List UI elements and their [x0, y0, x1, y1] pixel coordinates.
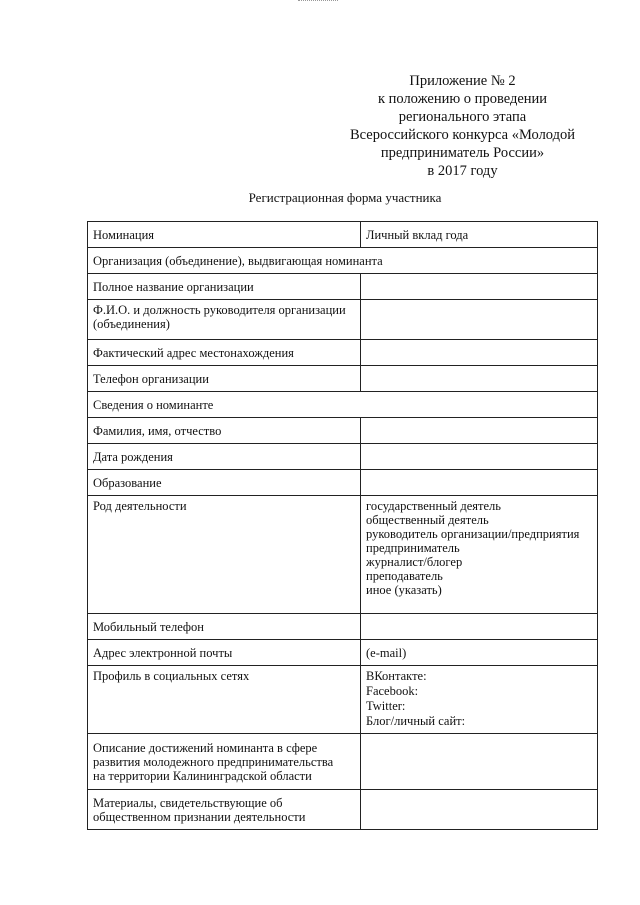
table-row: [88, 614, 598, 640]
nominee-section-heading: Сведения о номинанте: [88, 392, 598, 418]
birth-date-label: Дата рождения: [88, 444, 361, 470]
social-option: ВКонтакте:: [366, 669, 427, 683]
activity-option: государственный деятель: [366, 499, 501, 513]
mobile-label: Мобильный телефон: [88, 614, 361, 640]
table-row: [88, 734, 598, 790]
org-phone-label: Телефон организации: [88, 366, 361, 392]
table-row: [88, 666, 598, 734]
nomination-label: Номинация: [88, 222, 361, 248]
table-row: [88, 300, 598, 340]
table-row: [88, 274, 598, 300]
achievements-label-line: Описание достижений номинанта в сфере: [93, 740, 318, 755]
mobile-field[interactable]: [361, 614, 598, 640]
materials-field[interactable]: [361, 790, 598, 830]
birth-date-field[interactable]: [361, 444, 598, 470]
org-full-name-field[interactable]: [361, 274, 598, 300]
appendix-header: [340, 72, 585, 180]
achievements-label: [88, 734, 361, 790]
social-option: Facebook:: [366, 684, 419, 698]
table-row: [88, 366, 598, 392]
page-top-mark: [298, 0, 338, 5]
org-address-field[interactable]: [361, 340, 598, 366]
table-row: [88, 222, 598, 248]
table-row: [88, 444, 598, 470]
achievements-field[interactable]: [361, 734, 598, 790]
materials-label-line: Материалы, свидетельствующие об: [93, 795, 283, 810]
achievements-label-line: развития молодежного предпринимательства: [93, 754, 334, 769]
social-option: Блог/личный сайт:: [366, 714, 466, 728]
email-field[interactable]: (e-mail): [361, 640, 598, 666]
org-phone-field[interactable]: [361, 366, 598, 392]
appendix-line: Всероссийского конкурса «Молодой: [349, 127, 576, 143]
activity-label: Род деятельности: [88, 496, 361, 614]
table-row: [88, 640, 598, 666]
appendix-line: регионального этапа: [398, 109, 527, 125]
registration-table: [87, 221, 598, 830]
org-section-heading: Организация (объединение), выдвигающая номинанта: [88, 248, 598, 274]
org-head-label: [88, 300, 361, 340]
appendix-line: в 2017 году: [427, 163, 498, 179]
table-row: [88, 392, 598, 418]
table-row: [88, 790, 598, 830]
materials-label-line: общественном признании деятельности: [93, 809, 306, 824]
org-head-label-line: (объединения): [93, 317, 170, 331]
activity-option: журналист/блогер: [366, 555, 463, 569]
education-field[interactable]: [361, 470, 598, 496]
social-option: Twitter:: [366, 699, 406, 713]
education-label: Образование: [88, 470, 361, 496]
org-address-label: Фактический адрес местонахождения: [88, 340, 361, 366]
org-head-field[interactable]: [361, 300, 598, 340]
table-row: [88, 470, 598, 496]
table-row: [88, 248, 598, 274]
social-label: Профиль в социальных сетях: [88, 666, 361, 734]
org-head-label-line: Ф.И.О. и должность руководителя организации: [93, 303, 346, 317]
social-options[interactable]: [361, 666, 598, 734]
nomination-value[interactable]: Личный вклад года: [361, 222, 598, 248]
full-name-label: Фамилия, имя, отчество: [88, 418, 361, 444]
email-label: Адрес электронной почты: [88, 640, 361, 666]
table-row: [88, 418, 598, 444]
activity-option: общественный деятель: [366, 513, 489, 527]
appendix-line: Приложение № 2: [409, 73, 516, 89]
achievements-label-line: на территории Калининградской области: [93, 768, 312, 783]
activity-option: предприниматель: [366, 541, 460, 555]
org-full-name-label: Полное название организации: [88, 274, 361, 300]
activity-options[interactable]: [361, 496, 598, 614]
activity-option: руководитель организации/предприятия: [366, 527, 580, 541]
full-name-field[interactable]: [361, 418, 598, 444]
table-row: [88, 340, 598, 366]
appendix-line: к положению о проведении: [377, 91, 548, 107]
materials-label: [88, 790, 361, 830]
appendix-line: предприниматель России»: [380, 145, 545, 161]
activity-option: преподаватель: [366, 569, 443, 583]
activity-option: иное (указать): [366, 583, 442, 597]
form-title: Регистрационная форма участника: [248, 190, 442, 205]
table-row: [88, 496, 598, 614]
